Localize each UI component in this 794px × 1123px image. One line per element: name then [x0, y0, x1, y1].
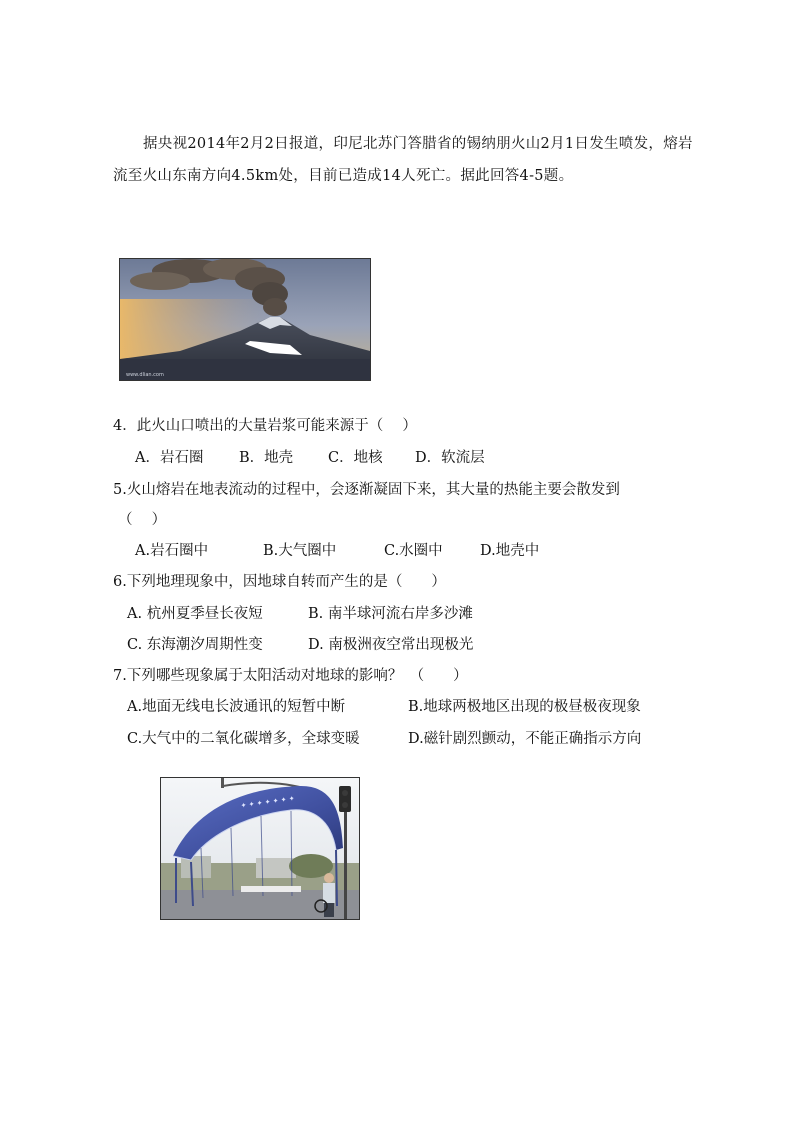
q5-option-a: A.岩石圈中 [135, 543, 209, 559]
q6-option-b: B. 南半球河流右岸多沙滩 [308, 606, 473, 622]
volcano-photo [119, 258, 371, 381]
q7-option-a: A.地面无线电长波通讯的短暂中断 [127, 699, 346, 715]
q5-option-c: C.水圈中 [384, 543, 443, 559]
q5-option-d: D.地壳中 [480, 543, 540, 559]
q6-option-c: C. 东海潮汐周期性变 [127, 637, 263, 653]
svg-text:✦ ✦ ✦ ✦ ✦ ✦ ✦: ✦ ✦ ✦ ✦ ✦ ✦ ✦ [240, 794, 296, 810]
q4-option-c: C．地核 [328, 450, 383, 466]
question-5: 5.火山熔岩在地表流动的过程中，会逐渐凝固下来，其大量的热能主要会散发到 [113, 482, 620, 498]
question-6: 6.下列地理现象中，因地球自转而产生的是（ ） [113, 574, 446, 590]
solar-shelter-photo [160, 777, 360, 920]
question-4: 4．此火山口喷出的大量岩浆可能来源于（ ） [113, 418, 417, 434]
q6-option-a: A. 杭州夏季昼长夜短 [127, 606, 263, 622]
q4-option-d: D．软流层 [415, 450, 485, 466]
q5-option-b: B.大气圈中 [263, 543, 337, 559]
intro-paragraph: 据央视2014年2月2日报道，印尼北苏门答腊省的锡纳朋火山2月1日发生喷发，熔岩流至火山东南方向4.5km处，目前已造成14人死亡。据此回答4-5题。 [113, 136, 693, 184]
q4-option-b: B．地壳 [239, 450, 294, 466]
image-watermark: www.dlian.com [126, 372, 164, 378]
q4-option-a: A．岩石圈 [135, 450, 204, 466]
question-7: 7.下列哪些现象属于太阳活动对地球的影响？ （ ） [113, 668, 468, 684]
q6-option-d: D. 南极洲夜空常出现极光 [308, 637, 474, 653]
q7-option-d: D.磁针剧烈颤动，不能正确指示方向 [408, 731, 642, 747]
q7-option-c: C.大气中的二氧化碳增多，全球变暖 [127, 731, 360, 747]
q7-option-b: B.地球两极地区出现的极昼极夜现象 [408, 699, 641, 715]
question-5-bracket: （ ） [118, 512, 167, 528]
